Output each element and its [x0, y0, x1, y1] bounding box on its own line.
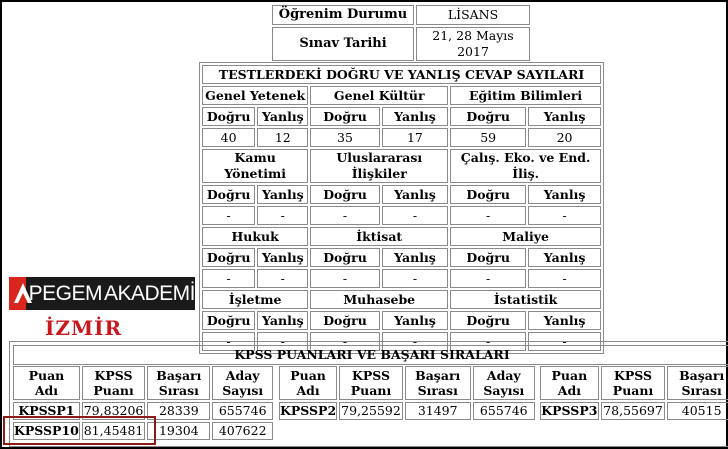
- table-row: [202, 290, 601, 309]
- col-dogru: Doğru: [202, 107, 255, 126]
- table-row: [279, 402, 535, 420]
- header-kpss-puani: [339, 366, 403, 400]
- col-yanlis: Yanlış: [257, 248, 308, 267]
- table-row: [202, 65, 601, 84]
- header-line: Puan: [28, 368, 65, 383]
- header-line: Başarı: [156, 368, 202, 383]
- kpss-puani-cell: 79,25592: [339, 402, 403, 420]
- col-yanlis: Yanlış: [382, 248, 449, 267]
- col-yanlis: Yanlış: [257, 185, 308, 204]
- puan-adi-cell: KPSSP1: [13, 402, 80, 420]
- dogru-value: -: [202, 269, 255, 288]
- col-yanlis: Yanlış: [382, 107, 449, 126]
- logo-text-akademi: AKADEMİ: [103, 281, 195, 305]
- table-row: [202, 128, 601, 147]
- header-line: Sırası: [158, 383, 199, 398]
- dogru-value: 40: [202, 128, 255, 147]
- table-row: [202, 149, 601, 183]
- col-dogru: Doğru: [310, 185, 379, 204]
- header-puan-adi: [279, 366, 337, 400]
- subject-name: İstatistik: [450, 290, 601, 309]
- header-puan-adi: [540, 366, 599, 400]
- header-line: Başarı: [679, 368, 725, 383]
- dogru-value: -: [450, 269, 526, 288]
- puan-adi-cell: KPSSP3: [541, 403, 598, 418]
- kpss-title: KPSS PUANLARI VE BAŞARI SIRALARI: [13, 345, 728, 365]
- header-line: KPSS: [94, 368, 133, 383]
- col-dogru: Doğru: [310, 107, 379, 126]
- col-yanlis: Yanlış: [382, 185, 449, 204]
- aday-sayisi-cell: 655746: [212, 402, 273, 420]
- header-line: Puan: [290, 368, 326, 383]
- subject-name: Kamu Yönetimi: [202, 149, 308, 183]
- yanlis-value: -: [382, 332, 449, 351]
- col-dogru: Doğru: [450, 248, 526, 267]
- header-line: Puan: [551, 368, 588, 383]
- dogru-value: -: [202, 332, 255, 351]
- col-dogru: Doğru: [202, 248, 255, 267]
- table-row: [202, 86, 601, 105]
- table-row: [279, 366, 535, 400]
- dogru-value: -: [310, 269, 379, 288]
- header-basari-sirasi: [147, 366, 210, 400]
- basari-sirasi-cell: 40515: [667, 402, 728, 420]
- subject-name: Muhasebe: [310, 290, 448, 309]
- header-line: Puanı: [93, 383, 134, 398]
- table-row: [202, 107, 601, 126]
- dogru-value: 59: [450, 128, 526, 147]
- subject-name: Çalış. Eko. ve End. İliş.: [450, 149, 601, 183]
- header-line: KPSS: [351, 368, 391, 383]
- col-dogru: Doğru: [450, 107, 526, 126]
- col-yanlis: Yanlış: [528, 107, 601, 126]
- yanlis-value: -: [528, 332, 601, 351]
- yanlis-value: -: [257, 206, 308, 225]
- pegem-akademi-logo: [9, 277, 195, 310]
- table-row: [202, 227, 601, 246]
- header-line: Başarı: [415, 368, 461, 383]
- yanlis-value: -: [528, 269, 601, 288]
- basari-sirasi-cell: 19304: [147, 422, 210, 440]
- col-yanlis: Yanlış: [382, 311, 449, 330]
- puan-adi-cell: KPSSP10: [14, 423, 79, 438]
- header-line: Adı: [34, 383, 59, 398]
- yanlis-value: -: [257, 269, 308, 288]
- dogru-value: -: [450, 206, 526, 225]
- yanlis-value: -: [382, 206, 449, 225]
- header-line: KPSS: [613, 368, 653, 383]
- header-line: Sırası: [417, 383, 458, 398]
- dogru-value: -: [310, 332, 379, 351]
- info-table: [270, 3, 532, 63]
- header-line: Adı: [557, 383, 581, 398]
- table-row: [272, 27, 530, 61]
- header-puan-adi: [13, 366, 80, 400]
- kpss-puani-cell: 81,45481: [83, 423, 144, 438]
- header-kpss-puani: [601, 366, 666, 400]
- yanlis-value: 17: [382, 128, 449, 147]
- subject-name: Genel Yetenek: [202, 86, 308, 105]
- logo-text-pegem: PEGEM: [28, 281, 102, 305]
- subject-name: Hukuk: [202, 227, 308, 246]
- test-results-title: TESTLERDEKİ DOĞRU VE YANLIŞ CEVAP SAYILARI: [202, 65, 601, 84]
- basari-sirasi-cell: 31497: [405, 402, 471, 420]
- education-label: Öğrenim Durumu: [272, 5, 414, 25]
- header-basari-sirasi: [405, 366, 471, 400]
- dogru-value: 35: [310, 128, 379, 147]
- table-row: [13, 366, 273, 400]
- table-row: [202, 248, 601, 267]
- header-line: Sayısı: [222, 383, 264, 398]
- kpss-table-block-3: [538, 364, 728, 422]
- col-dogru: Doğru: [202, 185, 255, 204]
- dogru-value: -: [450, 332, 526, 351]
- kpss-table-block-2: [277, 364, 537, 422]
- header-line: Aday: [486, 368, 521, 383]
- header-kpss-puani: [82, 366, 145, 400]
- logo-a-icon: [9, 277, 26, 310]
- exam-date-label: Sınav Tarihi: [272, 27, 414, 61]
- table-row: [202, 185, 601, 204]
- table-row: [272, 5, 530, 25]
- aday-sayisi-cell: 407622: [212, 422, 273, 440]
- basari-sirasi-cell: 28339: [147, 402, 210, 420]
- header-line: Puanı: [350, 383, 392, 398]
- subject-name: Maliye: [450, 227, 601, 246]
- kpss-puani-cell: 79,83206: [83, 403, 144, 418]
- subject-name: İktisat: [310, 227, 448, 246]
- col-yanlis: Yanlış: [257, 107, 308, 126]
- col-dogru: Doğru: [202, 311, 255, 330]
- education-value: LİSANS: [416, 5, 530, 25]
- table-row: [202, 311, 601, 330]
- kpss-puani-cell: 78,55697: [601, 402, 666, 420]
- header-aday-sayisi: [212, 366, 273, 400]
- col-yanlis: Yanlış: [257, 311, 308, 330]
- col-yanlis: Yanlış: [528, 248, 601, 267]
- col-yanlis: Yanlış: [528, 185, 601, 204]
- header-line: Sayısı: [483, 383, 525, 398]
- header-aday-sayisi: [473, 366, 535, 400]
- yanlis-value: -: [382, 269, 449, 288]
- yanlis-value: -: [257, 332, 308, 351]
- subject-name: İşletme: [202, 290, 308, 309]
- header-line: Adı: [296, 383, 320, 398]
- yanlis-value: 20: [528, 128, 601, 147]
- yanlis-value: 12: [257, 128, 308, 147]
- header-line: Aday: [225, 368, 260, 383]
- dogru-value: -: [310, 206, 379, 225]
- subject-name: Uluslararası İlişkiler: [310, 149, 448, 183]
- table-row: [540, 402, 728, 420]
- header-line: Sırası: [681, 383, 722, 398]
- logo-city: İZMİR: [45, 316, 123, 340]
- puan-adi-cell: KPSSP2: [280, 403, 337, 418]
- header-line: Puanı: [612, 383, 654, 398]
- header-basari-sirasi: [667, 366, 728, 400]
- col-dogru: Doğru: [310, 248, 379, 267]
- subject-name: Eğitim Bilimleri: [450, 86, 601, 105]
- exam-date-value: 21, 28 Mayıs 2017: [416, 27, 530, 61]
- subject-name: Genel Kültür: [310, 86, 448, 105]
- col-yanlis: Yanlış: [528, 311, 601, 330]
- table-row: [202, 269, 601, 288]
- col-dogru: Doğru: [450, 311, 526, 330]
- aday-sayisi-cell: 655746: [473, 402, 535, 420]
- table-row: [202, 206, 601, 225]
- col-dogru: Doğru: [450, 185, 526, 204]
- col-dogru: Doğru: [310, 311, 379, 330]
- dogru-value: -: [202, 206, 255, 225]
- table-row: [540, 366, 728, 400]
- test-results-table: [199, 62, 604, 354]
- highlight-box: [3, 416, 156, 445]
- yanlis-value: -: [528, 206, 601, 225]
